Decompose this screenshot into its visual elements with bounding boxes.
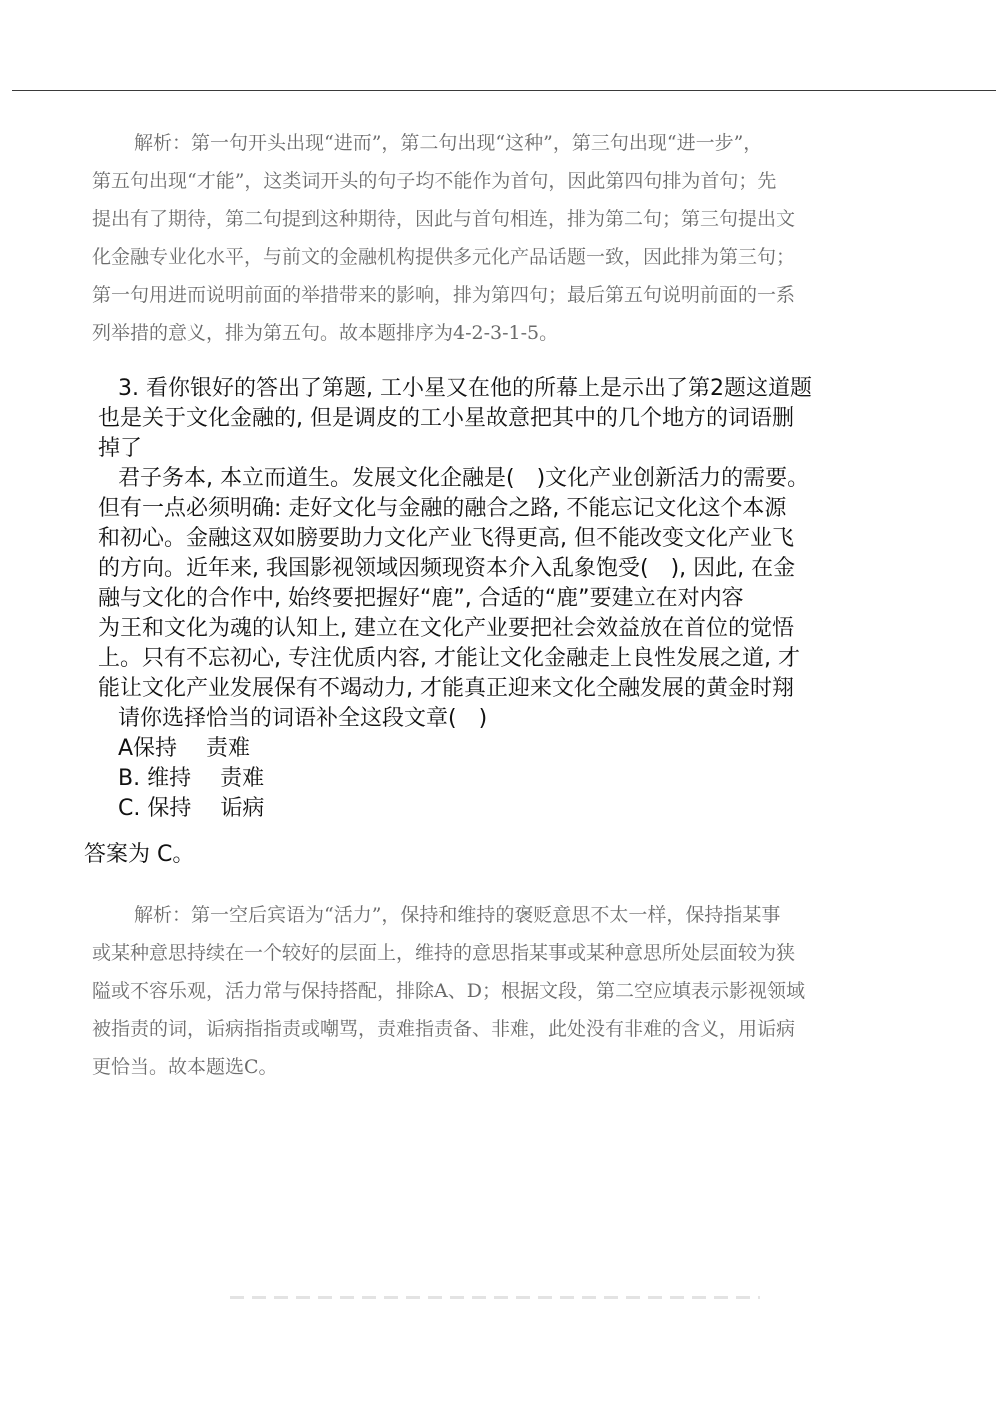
- question-intro-line: 掉了: [98, 436, 143, 461]
- question-intro-line: 也是关于文化金融的, 但是调皮的工小星故意把其中的几个地方的词语删: [98, 406, 794, 431]
- passage-line: 能让文化产业发展保有不竭动力, 才能真正迎来文化仝融发展的黄金时翔: [98, 676, 794, 701]
- analysis-1-line: 解析：第一句开头出现“进而”，第二句出现“这种”，第三句出现“进一步”，: [134, 132, 763, 154]
- passage-line: 上。只有不忘初心, 专注优质内容, 才能让文化金融走上良性发展之道, 才: [98, 646, 800, 671]
- passage-line: 融与文化的合作中, 始终要把握好“鹿”, 合适的“鹿”要建立在对内容: [98, 586, 744, 611]
- passage-line: 君子务本, 本立而道生。发展文化企融是( )文化产业创新活力的需要。: [118, 466, 810, 491]
- question-intro-line: 3. 看你银好的答出了第题, 工小星又在他的所幕上是示出了第2题这道题: [118, 376, 812, 401]
- passage-line: 的方向。近年来, 我国影视领域因频现资本介入乱象饱受( ), 因此, 在金: [98, 556, 796, 581]
- answer-line: 答案为 C。: [84, 842, 195, 867]
- analysis-2-line: 隘或不容乐观，活力常与保持搭配，排除A、D；根据文段，第二空应填表示影视领域: [92, 980, 805, 1002]
- analysis-block-2: [92, 896, 862, 1086]
- footer-scan-artifact: [230, 1296, 760, 1299]
- analysis-1-line: 提出有了期待，第二句提到这种期待，因此与首句相连，排为第二句；第三句提出文: [92, 208, 796, 230]
- passage-line: 为王和文化为魂的认知上, 建立在文化产业要把社会效益放在首位的觉悟: [98, 616, 794, 641]
- option-b: B. 维持 责难: [118, 766, 265, 791]
- passage-line: 但有一点必须明确: 走好文化与金融的融合之路, 不能忘记文化这个本源: [98, 496, 787, 521]
- analysis-1-line: 列举措的意义，排为第五句。故本题排序为4-2-3-1-5。: [92, 322, 559, 344]
- analysis-2-line: 更恰当。故本题选C。: [92, 1056, 278, 1078]
- analysis-1-line: 第一句用进而说明前面的举措带来的影响，排为第四句；最后第五句说明前面的一系: [92, 284, 796, 306]
- analysis-2-line: 被指责的词，诟病指指责或嘲骂，责难指责备、非难，此处没有非难的含义，用诟病: [92, 1018, 796, 1040]
- analysis-2-line: 或某种意思持续在一个较好的层面上，维持的意思指某事或某种意思所处层面较为狭: [92, 942, 796, 964]
- question-block: [98, 374, 918, 824]
- option-a: A保持 责难: [118, 736, 251, 761]
- analysis-1-line: 化金融专业化水平，与前文的金融机构提供多元化产品话题一致，因此排为第三句；: [92, 246, 796, 268]
- analysis-block-1: [92, 124, 862, 352]
- analysis-2-line: 解析：第一空后宾语为“活力”，保持和维持的褒贬意思不太一样，保持指某事: [134, 904, 781, 926]
- passage-line: 和初心。金融这双如膀要助力文化产业飞得更高, 但不能改变文化产业飞: [98, 526, 794, 551]
- question-prompt: 请你选择恰当的词语补全这段文章( ): [118, 706, 488, 731]
- analysis-1-line: 第五句出现“才能”，这类词开头的句子均不能作为首句，因此第四句排为首句；先: [92, 170, 777, 192]
- top-divider: [12, 90, 996, 91]
- option-c: C. 保持 诟病: [118, 796, 265, 821]
